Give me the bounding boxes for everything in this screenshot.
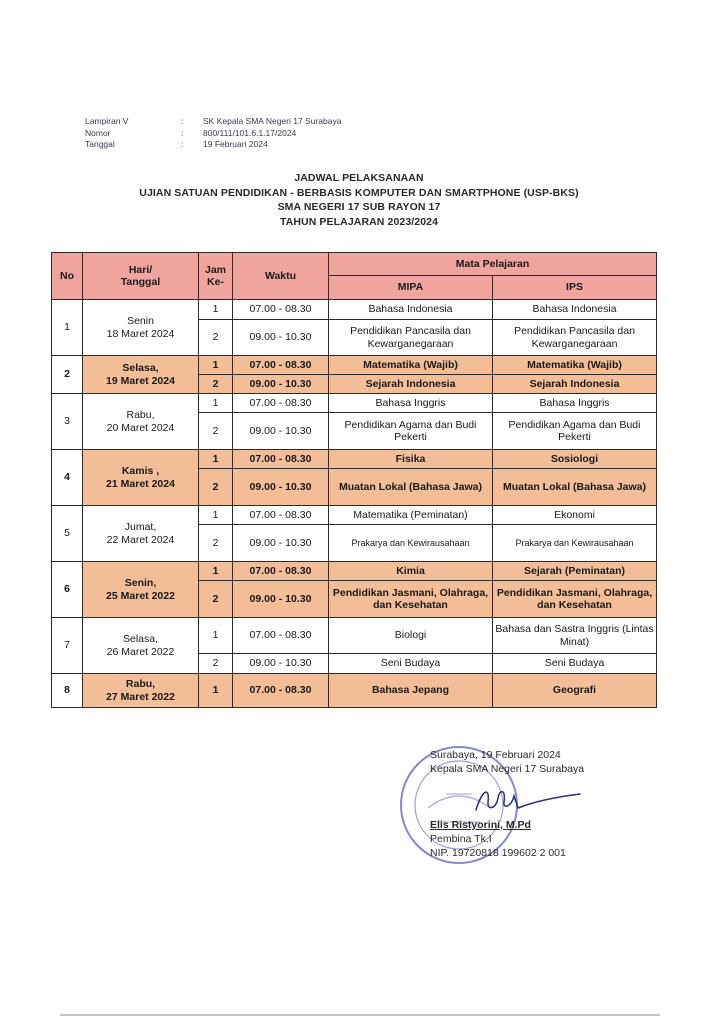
header-jam: Jam: [204, 263, 226, 276]
cell-jam: 2: [199, 525, 233, 562]
signature-place-date: Surabaya, 19 Februari 2024: [430, 749, 561, 761]
title-line-4: TAHUN PELAJARAN 2023/2024: [279, 215, 439, 228]
cell-waktu: 09.00 - 10.30: [233, 469, 329, 506]
cell-ips: Bahasa Inggris: [493, 394, 657, 413]
table-row: [52, 506, 657, 525]
cell-no: 6: [52, 562, 83, 618]
cell-no: 1: [52, 300, 83, 356]
cell-waktu: 09.00 - 10.30: [233, 320, 329, 356]
table-row: [52, 450, 657, 469]
cell-mipa: Sejarah Indonesia: [329, 375, 493, 394]
header-tanggal: Tanggal: [120, 276, 161, 288]
cell-waktu: 09.00 - 10.30: [233, 525, 329, 562]
meta-value: 800/111/101.6.1.17/2024: [203, 127, 297, 138]
document-meta: [85, 116, 341, 151]
cell-date: 21 Maret 2024: [106, 477, 175, 490]
cell-no: 8: [52, 674, 83, 708]
cell-waktu: 07.00 - 08.30: [233, 394, 329, 413]
cell-day: Rabu,: [125, 678, 156, 690]
cell-ips: Bahasa Indonesia: [493, 300, 657, 320]
signature-block: [430, 748, 584, 860]
schedule-table: [51, 252, 657, 708]
signature-position: Kepala SMA Negeri 17 Surabaya: [430, 763, 585, 775]
signature-name: Elis Ristyorini, M.Pd: [430, 819, 531, 831]
cell-day: Selasa,: [122, 633, 159, 645]
cell-no: 2: [52, 356, 83, 394]
header-waktu: Waktu: [233, 253, 329, 300]
cell-ips: Pendidikan Agama dan Budi Pekerti: [493, 413, 657, 450]
cell-jam: 2: [199, 375, 233, 394]
cell-ips: Pendidikan Jasmani, Olahraga, dan Kesehatan: [493, 581, 657, 618]
cell-day: Selasa,: [122, 362, 159, 374]
cell-waktu: 09.00 - 10.30: [233, 654, 329, 674]
cell-hari-tanggal: [83, 394, 199, 450]
header-no: No: [52, 253, 83, 300]
title-line-2: UJIAN SATUAN PENDIDIKAN - BERBASIS KOMPUTER DAN SMARTPHONE (USP-BKS): [139, 186, 579, 199]
meta-row-lampiran: [85, 116, 341, 128]
meta-row-tanggal: [85, 139, 341, 151]
cell-mipa: Pendidikan Jasmani, Olahraga, dan Kesehatan: [329, 581, 493, 618]
cell-mipa: Biologi: [329, 618, 493, 654]
cell-ips: Bahasa dan Sastra Inggris (Lintas Minat): [493, 618, 657, 654]
cell-hari-tanggal: [83, 450, 199, 506]
signature-nip: NIP. 19720818 199602 2 001: [430, 847, 566, 859]
cell-hari-tanggal: [83, 618, 199, 674]
cell-waktu: 09.00 - 10.30: [233, 375, 329, 394]
meta-label: Tanggal: [85, 139, 115, 149]
cell-date: 22 Maret 2024: [106, 533, 175, 546]
cell-mipa: Bahasa Indonesia: [329, 300, 493, 320]
cell-hari-tanggal: [83, 506, 199, 562]
meta-value: SK Kepala SMA Negeri 17 Surabaya: [203, 116, 342, 126]
cell-waktu: 07.00 - 08.30: [233, 618, 329, 654]
document-title: [0, 171, 718, 229]
cell-ips: Sejarah (Peminatan): [493, 562, 657, 581]
header-ke: Ke-: [207, 276, 224, 288]
cell-date: 20 Maret 2024: [106, 421, 175, 434]
cell-jam: 1: [199, 450, 233, 469]
cell-mipa: Bahasa Jepang: [329, 674, 493, 708]
cell-day: Jumat,: [124, 521, 157, 533]
header-row: [52, 253, 657, 276]
cell-ips: Pendidikan Pancasila dan Kewarganegaraan: [493, 320, 657, 356]
meta-colon: :: [181, 139, 184, 149]
cell-date: 19 Maret 2024: [106, 374, 175, 387]
header-ips: IPS: [493, 276, 657, 300]
header-mipa: MIPA: [329, 276, 493, 300]
cell-date: 26 Maret 2022: [106, 645, 175, 658]
cell-waktu: 07.00 - 08.30: [233, 300, 329, 320]
cell-mipa: Kimia: [329, 562, 493, 581]
header-hari-tanggal: [83, 253, 199, 300]
cell-mipa: Matematika (Peminatan): [329, 506, 493, 525]
cell-ips: Ekonomi: [493, 506, 657, 525]
cell-mipa: Pendidikan Agama dan Budi Pekerti: [329, 413, 493, 450]
table-row: [52, 394, 657, 413]
table-row: [52, 674, 657, 708]
cell-jam: 1: [199, 300, 233, 320]
cell-date: 27 Maret 2022: [106, 690, 175, 703]
cell-ips: Sejarah Indonesia: [493, 375, 657, 394]
cell-day: Senin: [127, 315, 154, 327]
cell-ips: Seni Budaya: [493, 654, 657, 674]
cell-jam: 1: [199, 506, 233, 525]
cell-no: 5: [52, 506, 83, 562]
cell-hari-tanggal: [83, 300, 199, 356]
cell-mipa: Seni Budaya: [329, 654, 493, 674]
cell-waktu: 09.00 - 10.30: [233, 413, 329, 450]
cell-jam: 1: [199, 394, 233, 413]
cell-day: Rabu,: [126, 409, 155, 421]
title-line-3: SMA NEGERI 17 SUB RAYON 17: [277, 201, 441, 213]
cell-ips: Geografi: [493, 674, 657, 708]
meta-colon: :: [181, 127, 184, 138]
cell-jam: 2: [199, 581, 233, 618]
cell-no: 4: [52, 450, 83, 506]
table-row: [52, 356, 657, 375]
cell-waktu: 07.00 - 08.30: [233, 356, 329, 375]
table-row: [52, 562, 657, 581]
cell-waktu: 07.00 - 08.30: [233, 450, 329, 469]
cell-ips: Sosiologi: [493, 450, 657, 469]
cell-ips: Prakarya dan Kewirausahaan: [493, 525, 657, 562]
meta-row-nomor: [85, 128, 341, 140]
cell-waktu: 07.00 - 08.30: [233, 506, 329, 525]
cell-mipa: Prakarya dan Kewirausahaan: [329, 525, 493, 562]
cell-ips: Muatan Lokal (Bahasa Jawa): [493, 469, 657, 506]
cell-mipa: Bahasa Inggris: [329, 394, 493, 413]
cell-jam: 2: [199, 413, 233, 450]
meta-value: 19 Februari 2024: [203, 139, 268, 149]
cell-no: 7: [52, 618, 83, 674]
cell-ips: Matematika (Wajib): [493, 356, 657, 375]
cell-hari-tanggal: [83, 356, 199, 394]
cell-jam: 1: [199, 356, 233, 375]
header-hari: Hari/: [128, 263, 153, 276]
cell-jam: 2: [199, 654, 233, 674]
cell-waktu: 09.00 - 10.30: [233, 581, 329, 618]
cell-hari-tanggal: [83, 674, 199, 708]
cell-no: 3: [52, 394, 83, 450]
cell-date: 25 Maret 2022: [106, 589, 175, 602]
header-mata-pelajaran: Mata Pelajaran: [329, 253, 657, 276]
cell-jam: 1: [199, 562, 233, 581]
meta-label: Lampiran V: [85, 116, 129, 126]
table-row: [52, 300, 657, 320]
cell-mipa: Pendidikan Pancasila dan Kewarganegaraan: [329, 320, 493, 356]
meta-colon: :: [181, 116, 184, 126]
cell-mipa: Muatan Lokal (Bahasa Jawa): [329, 469, 493, 506]
cell-mipa: Fisika: [329, 450, 493, 469]
header-jam-ke: [199, 253, 233, 300]
table-row: [52, 618, 657, 654]
signature-rank: Pembina Tk.I: [430, 833, 492, 845]
cell-jam: 1: [199, 618, 233, 654]
cell-waktu: 07.00 - 08.30: [233, 674, 329, 708]
page-bottom-edge: [60, 1014, 660, 1016]
cell-jam: 2: [199, 320, 233, 356]
cell-date: 18 Maret 2024: [106, 327, 175, 340]
cell-day: Kamis ,: [121, 465, 160, 477]
cell-mipa: Matematika (Wajib): [329, 356, 493, 375]
cell-jam: 1: [199, 674, 233, 708]
cell-waktu: 07.00 - 08.30: [233, 562, 329, 581]
cell-day: Senin,: [124, 577, 157, 589]
cell-jam: 2: [199, 469, 233, 506]
meta-label: Nomor: [85, 127, 111, 138]
cell-hari-tanggal: [83, 562, 199, 618]
title-line-1: JADWAL PELAKSANAAN: [294, 172, 424, 184]
